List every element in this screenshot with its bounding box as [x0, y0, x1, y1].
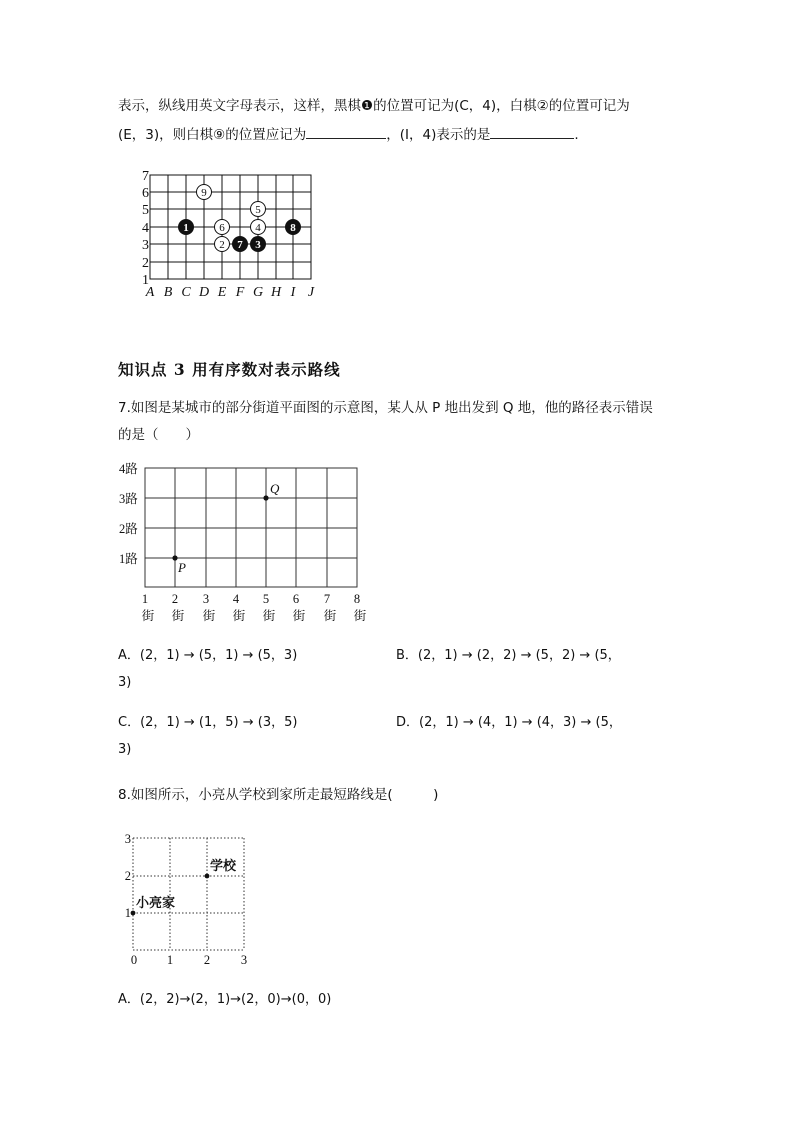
street-grid: [145, 468, 357, 587]
svg-text:4: 4: [255, 222, 261, 234]
q7-stem-line2: 的是（ ）: [118, 427, 199, 443]
street-number: 4: [232, 592, 240, 606]
point-p-label: P: [178, 560, 186, 575]
school-label: 学校: [210, 858, 237, 873]
q7-stem-line1: 7.如图是某城市的部分街道平面图的示意图，某人从 P 地出发到 Q 地，他的路径表示错误: [118, 400, 653, 416]
x-label: 3: [240, 953, 248, 967]
home-label: 小亮家: [136, 895, 176, 910]
col-label: E: [217, 285, 227, 300]
white-stone-9: [197, 185, 212, 200]
q7-option-b[interactable]: B．(2，1) → (2，2) → (5，2) → (5，: [396, 648, 621, 663]
road-label: 3路: [119, 492, 138, 506]
black-stone-3: [250, 236, 266, 252]
col-label: I: [290, 285, 296, 300]
street-number: 6: [292, 592, 300, 606]
svg-text:1: 1: [183, 222, 189, 234]
col-label: J: [307, 285, 315, 300]
svg-text:5: 5: [255, 204, 261, 216]
point-q-dot: [263, 495, 268, 500]
street-word: 街: [353, 609, 367, 623]
home-dot: [131, 911, 136, 916]
dotted-grid: [133, 838, 244, 950]
row-label: 5: [142, 203, 149, 218]
x-label: 1: [166, 953, 174, 967]
q7-option-d[interactable]: D．(2，1) → (4，1) → (4，3) → (5，: [396, 715, 622, 730]
black-stone-7: [232, 236, 248, 252]
col-label: A: [145, 285, 155, 300]
q7-option-a[interactable]: A．(2，1) → (5，1) → (5，3): [118, 648, 298, 663]
section-heading: 知识点 3 用有序数对表示路线: [118, 360, 341, 379]
q7-option-c[interactable]: C．(2，1) → (1，5) → (3，5): [118, 715, 298, 730]
row-label: 3: [142, 238, 149, 253]
col-label: G: [252, 285, 264, 300]
q6-text-line2: [118, 124, 579, 145]
q6-text-line1: 表示，纵线用英文字母表示，这样，黑棋❶的位置可记为(C，4)，白棋②的位置可记为: [118, 98, 630, 114]
street-word: 街: [141, 609, 155, 623]
street-word: 街: [202, 609, 216, 623]
q8-stem: 8.如图所示，小亮从学校到家所走最短路线是( ): [118, 787, 439, 803]
q6-text-line2-part-c: .: [574, 127, 579, 143]
black-stone-1: [178, 219, 194, 235]
x-label: 0: [130, 953, 138, 967]
y-label: 3: [124, 832, 131, 846]
answer-blank-2[interactable]: [490, 124, 574, 139]
white-stone-2: [215, 237, 230, 252]
row-label: 2: [142, 256, 149, 271]
white-stone-5: [251, 202, 266, 217]
col-label: H: [270, 285, 282, 300]
col-label: F: [235, 285, 245, 300]
row-label: 4: [142, 221, 149, 236]
q7-option-d-continued: 3): [118, 742, 132, 757]
svg-text:2: 2: [219, 239, 225, 251]
street-word: 街: [171, 609, 185, 623]
street-word: 街: [323, 609, 337, 623]
street-map-figure: [115, 460, 375, 625]
answer-blank-1[interactable]: [306, 124, 386, 139]
white-stone-4: [251, 220, 266, 235]
white-stone-6: [215, 220, 230, 235]
y-label: 2: [124, 869, 131, 883]
q6-text-line2-part-b: ，(I，4)表示的是: [386, 127, 491, 143]
point-p-dot: [172, 555, 177, 560]
street-word: 街: [292, 609, 306, 623]
row-label: 1: [142, 273, 149, 288]
point-q-label: Q: [270, 481, 280, 496]
road-label: 4路: [119, 462, 138, 476]
black-stone-8: [285, 219, 301, 235]
street-number: 5: [262, 592, 270, 606]
svg-text:8: 8: [290, 222, 296, 234]
street-number: 2: [171, 592, 179, 606]
road-labels: [119, 462, 138, 566]
svg-text:7: 7: [237, 239, 243, 251]
street-number: 3: [202, 592, 210, 606]
grid-x-labels: [131, 953, 247, 967]
col-label: B: [163, 285, 173, 300]
q8-option-a[interactable]: A．(2，2)→(2，1)→(2，0)→(0，0): [118, 992, 332, 1007]
svg-text:6: 6: [219, 222, 225, 234]
row-label: 7: [142, 169, 149, 184]
board-row-labels: [142, 169, 149, 288]
street-word: 街: [232, 609, 246, 623]
svg-text:3: 3: [255, 239, 261, 251]
col-label: C: [181, 285, 191, 300]
grid-y-labels: [125, 832, 131, 920]
school-dot: [205, 874, 210, 879]
street-word: 街: [262, 609, 276, 623]
school-home-grid-figure: [115, 828, 255, 970]
row-label: 6: [142, 186, 149, 201]
svg-text:9: 9: [201, 187, 207, 199]
street-number: 1: [141, 592, 149, 606]
x-label: 2: [203, 953, 211, 967]
board-column-labels: [145, 285, 315, 300]
road-label: 1路: [119, 552, 138, 566]
go-board-figure: [135, 163, 335, 303]
street-word-labels: [142, 609, 367, 623]
street-number: 7: [323, 592, 331, 606]
street-number-labels: [142, 592, 360, 606]
col-label: D: [198, 285, 210, 300]
q7-option-b-continued: 3): [118, 675, 132, 690]
y-label: 1: [124, 906, 131, 920]
street-number: 8: [353, 592, 361, 606]
road-label: 2路: [119, 522, 138, 536]
q6-text-line2-part-a: (E，3)，则白棋⑨的位置应记为: [118, 127, 307, 143]
